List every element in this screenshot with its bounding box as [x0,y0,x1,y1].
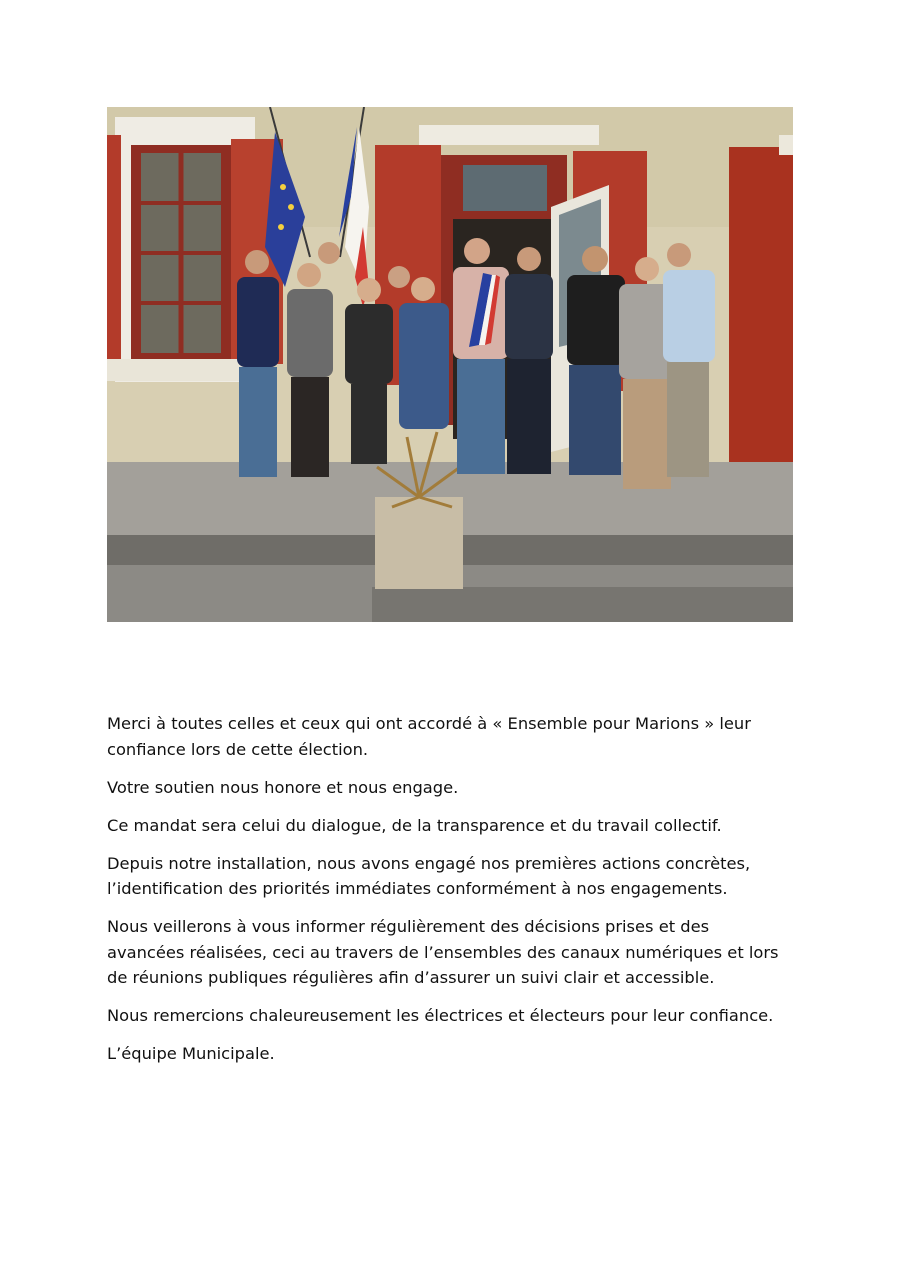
paragraph-gratitude: Nous remercions chaleureusement les électrices et électeurs pour leur confiance. [107,1006,774,1025]
paragraph-thanks: Merci à toutes celles et ceux qui ont accordé à « Ensemble pour Marions » leur confiance lors de cette élection. [107,714,751,759]
group-photo [107,107,793,622]
paragraph-support: Votre soutien nous honore et nous engage. [107,777,459,797]
message-body [107,711,787,1079]
paragraph-information: Nous veillerons à vous informer régulièrement des décisions prises et des avancées réalisées, ceci au travers de l’ensembles des canaux numériques et lors de réunions publiques régulières afin d’assurer un suivi clair et accessible. [107,917,779,987]
signature: L’équipe Municipale. [107,1044,275,1063]
paragraph-mandate: Ce mandat sera celui du dialogue, de la transparence et du travail collectif. [107,815,722,835]
paragraph-actions: Depuis notre installation, nous avons engagé nos premières actions concrètes, l’identification des priorités immédiates conformément à nos engagements. [107,853,751,898]
